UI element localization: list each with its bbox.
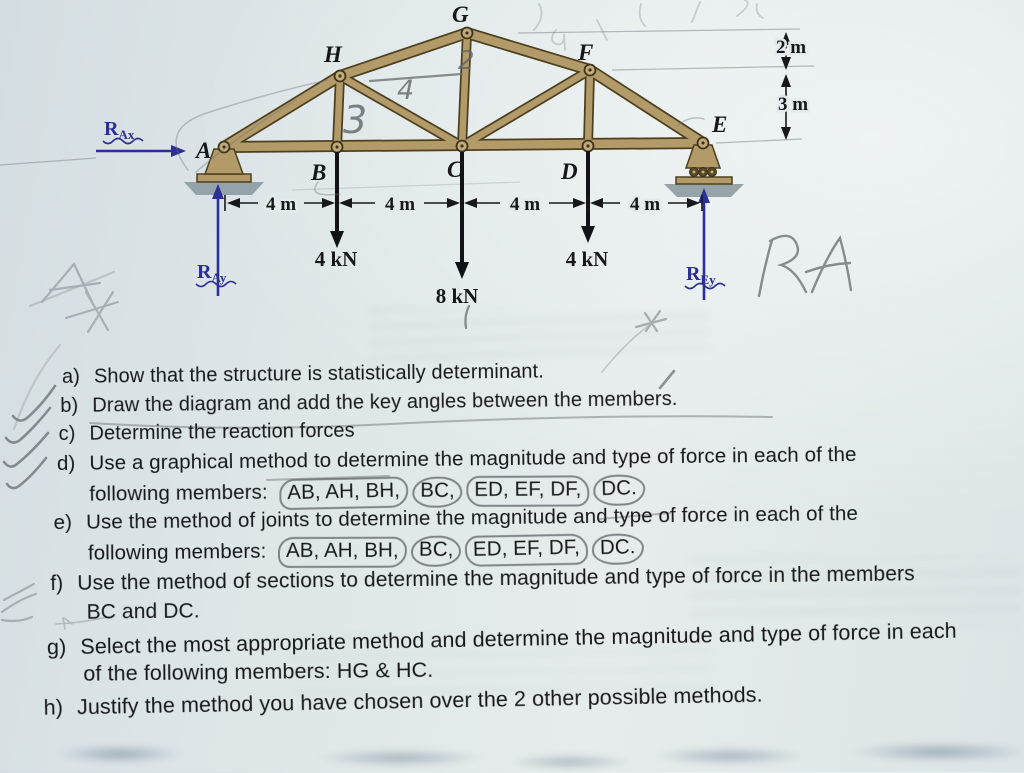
handwritten-3: 3: [343, 98, 368, 142]
question-text: Justify the method you have chosen over the 2 other possible methods.: [76, 682, 763, 720]
question-e-line2: [88, 533, 646, 570]
circled-members-group: AB, AH, BH,: [279, 476, 408, 509]
question-d: [57, 443, 857, 476]
question-letter: b): [60, 394, 79, 417]
dim-label-4m-2: 4 m: [384, 194, 416, 215]
question-text: Use a graphical method to determine the magnitude and type of force in each of the: [89, 442, 857, 475]
circled-members-group: ED, EF, DF,: [467, 475, 590, 506]
question-c: [58, 420, 354, 446]
dim-label-4m-3: 4 m: [509, 194, 541, 215]
node-label-F: F: [578, 40, 594, 65]
handwritten-2: 2: [458, 46, 475, 76]
reaction-label-RAx: $R_{Ax}$: [104, 118, 135, 142]
question-text: Determine the reaction forces: [89, 419, 355, 445]
dim-label-2m: 2 m: [775, 37, 807, 58]
question-text: Show that the structure is statistically determinant.: [93, 360, 544, 388]
circled-members-group: BC,: [411, 536, 462, 567]
circled-members-group: DC.: [592, 533, 644, 565]
question-text: BC and DC.: [86, 599, 200, 624]
circled-members-group: BC,: [412, 477, 463, 508]
member-list-lead: following members:: [87, 539, 267, 565]
dim-label-3m: 3 m: [777, 94, 809, 115]
question-letter: g): [46, 634, 67, 660]
load-label-4kN-D: 4 kN: [565, 247, 609, 271]
question-g: [47, 619, 957, 661]
reaction-label-REy: $R_{Ey}$: [686, 263, 716, 287]
question-letter: f): [50, 571, 64, 596]
question-text: of the following members: HG & HC.: [83, 657, 434, 686]
circled-members-group: ED, EF, DF,: [465, 533, 589, 566]
node-label-D: D: [561, 159, 578, 184]
dim-label-4m-4: 4 m: [629, 194, 661, 215]
load-label-8kN-C: 8 kN: [435, 284, 479, 308]
member-list-lead: following members:: [89, 480, 268, 506]
node-label-G: G: [452, 2, 469, 27]
node-label-A: A: [196, 138, 212, 163]
question-h: [44, 683, 763, 721]
dim-label-4m-1: 4 m: [265, 194, 297, 215]
question-letter: c): [58, 422, 76, 446]
handwritten-4: 4: [397, 75, 415, 106]
question-text: Use the method of joints to determine the magnitude and type of force in each of the: [85, 501, 859, 534]
question-text: Use the method of sections to determine the magnitude and type of force in the members: [77, 562, 915, 595]
circled-members-group: DC.: [593, 474, 645, 506]
question-b: [60, 388, 677, 418]
question-text: Select the most appropriate method and determine the magnitude and type of force in each: [80, 618, 957, 659]
reaction-label-RAy: $R_{Ay}$: [197, 261, 227, 285]
load-label-4kN-B: 4 kN: [314, 247, 358, 271]
question-a: [62, 361, 544, 389]
question-letter: e): [53, 510, 73, 535]
question-text: Draw the diagram and add the key angles between the members.: [92, 387, 678, 417]
question-letter: a): [61, 365, 81, 388]
circled-members-group: AB, AH, BH,: [278, 537, 407, 568]
node-label-B: B: [311, 160, 327, 185]
question-g-line2: [83, 658, 433, 687]
question-f-line2: [87, 599, 200, 624]
question-letter: d): [56, 451, 76, 476]
question-letter: h): [43, 695, 64, 720]
node-label-E: E: [712, 112, 728, 137]
node-label-C: C: [447, 157, 463, 182]
node-label-H: H: [324, 42, 342, 67]
